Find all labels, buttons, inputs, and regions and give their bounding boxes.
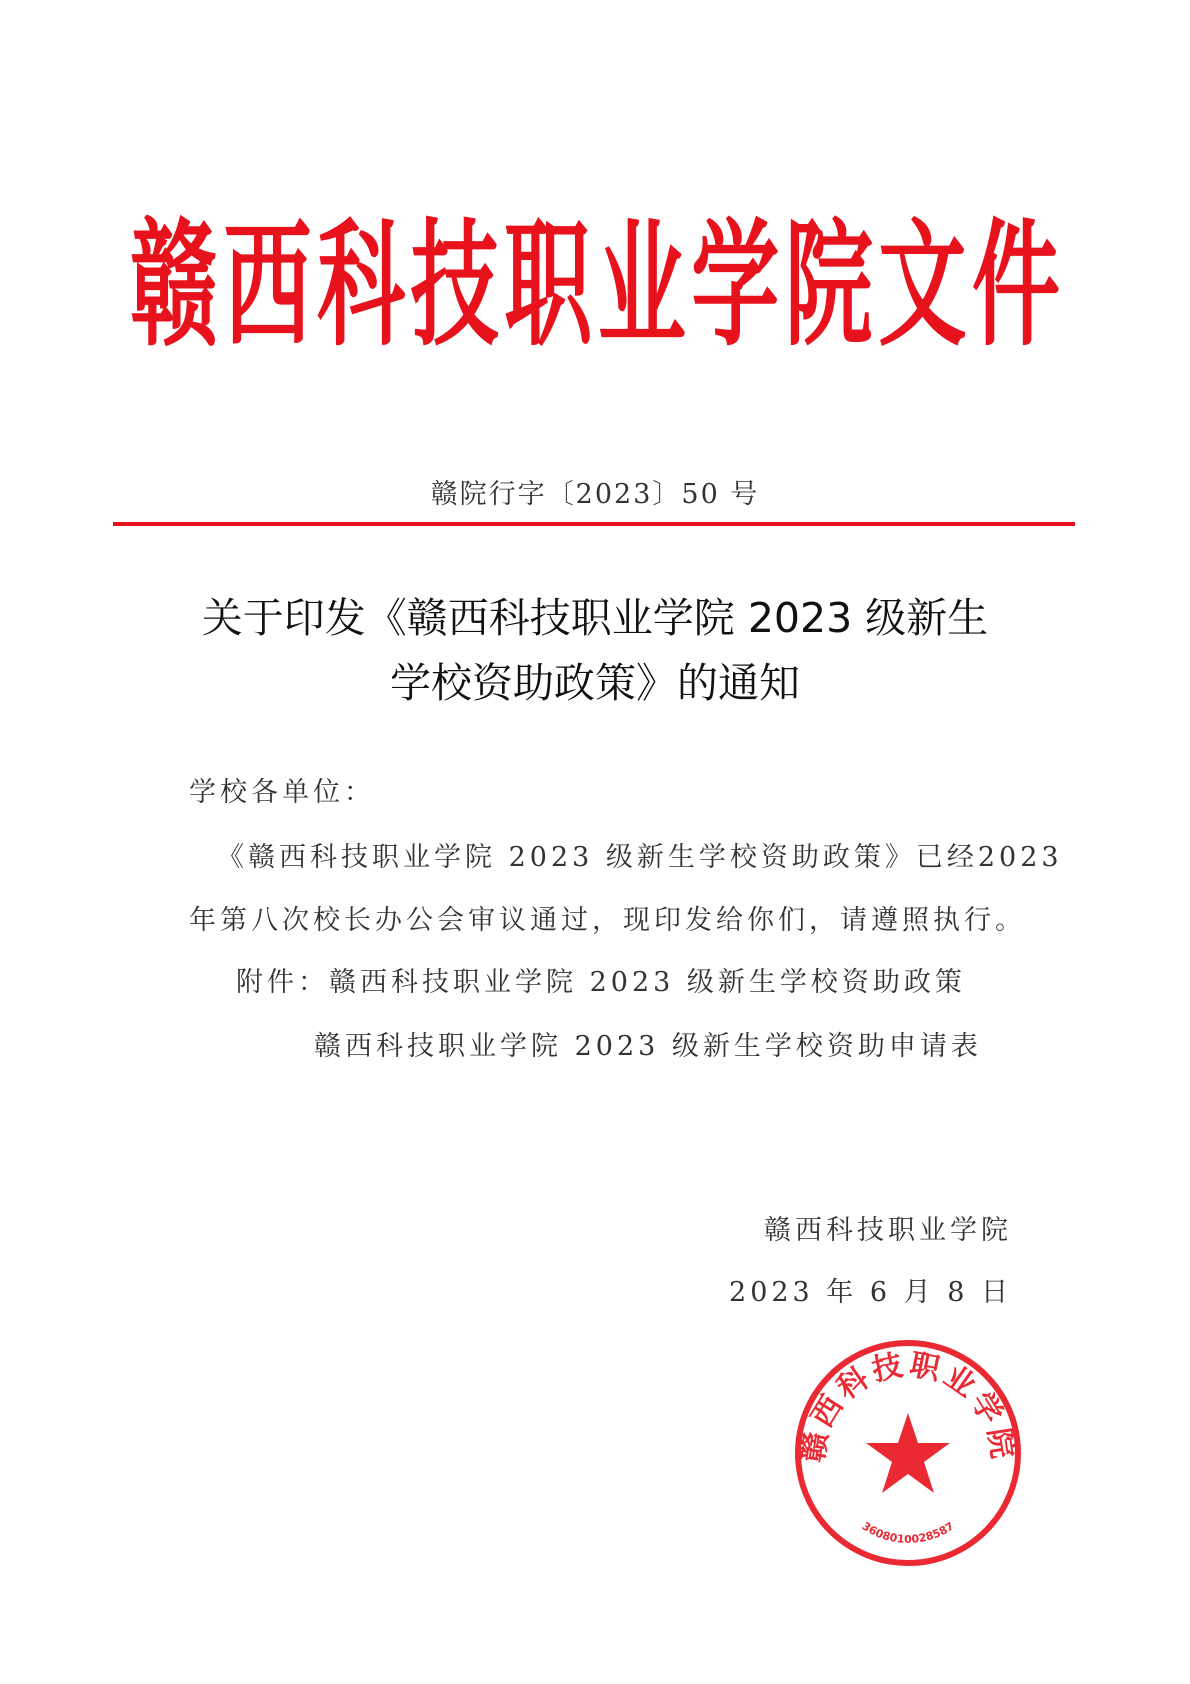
- signature-date: 2023 年 6 月 8 日: [729, 1277, 1012, 1308]
- seal-number: 3608010028587: [859, 1519, 957, 1546]
- masthead-char: 件: [971, 203, 1060, 365]
- masthead-char: 西: [223, 203, 312, 365]
- star-icon: [866, 1413, 950, 1493]
- body-line-2: 年第八次校长办公会审议通过，现印发给你们，请遵照执行。: [189, 905, 1026, 936]
- document-masthead: [130, 159, 1060, 392]
- masthead-char: 职: [504, 203, 593, 365]
- masthead-char: 学: [691, 203, 780, 365]
- attachment-2: 赣西科技职业学院 2023 级新生学校资助申请表: [314, 1031, 982, 1062]
- masthead-char: 文: [878, 203, 967, 365]
- attachment-1: 附件：赣西科技职业学院 2023 级新生学校资助政策: [236, 967, 966, 998]
- official-seal: [790, 1335, 1026, 1571]
- title-line-2: 学校资助政策》的通知: [390, 659, 800, 707]
- masthead-char: 赣: [130, 203, 219, 365]
- salutation: 学校各单位：: [189, 777, 375, 808]
- masthead-char: 院: [784, 203, 873, 365]
- body-line-1: 《赣西科技职业学院 2023 级新生学校资助政策》已经2023: [217, 842, 1063, 873]
- masthead-char: 技: [410, 203, 499, 365]
- signature-organization: 赣西科技职业学院: [764, 1215, 1012, 1246]
- document-number: 赣院行字〔2023〕50 号: [430, 479, 760, 510]
- masthead-char: 业: [597, 203, 686, 365]
- seal-text: 赣西科技职业学院: [795, 1347, 1021, 1465]
- masthead-char: 科: [317, 203, 406, 365]
- red-divider: [113, 522, 1075, 526]
- title-line-1: 关于印发《赣西科技职业学院 2023 级新生: [201, 594, 989, 642]
